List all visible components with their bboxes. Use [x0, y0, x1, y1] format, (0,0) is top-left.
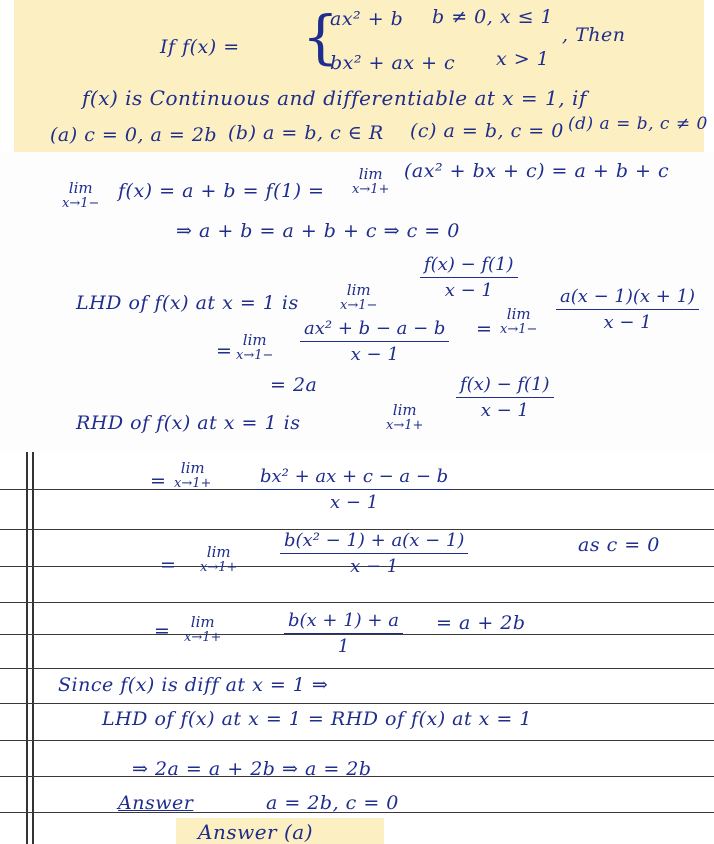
lhd-definition-fraction: $\frac{f(x) - f(1)}{x - 1}$ [420, 254, 518, 301]
option-b: (b) a = b, c ∈ R [228, 122, 384, 144]
final-answer: Answer (a) [198, 820, 313, 844]
option-a: (a) c = 0, a = 2b [50, 124, 218, 146]
piecewise-brace: { [302, 3, 339, 71]
case2-condition: x > 1 [496, 48, 550, 70]
lhd-equals: = [216, 340, 233, 362]
answer-label: Answer [118, 792, 194, 814]
ruled-line [0, 740, 714, 741]
rhd-step3-result: = a + 2b [436, 612, 526, 634]
option-c: (c) a = b, c = 0 [410, 120, 564, 142]
rhd-limit: lim x→1+ [386, 401, 424, 433]
implication-line: ⇒ 2a = a + 2b ⇒ a = 2b [132, 758, 372, 780]
lhd-step-limit: lim x→1− [236, 331, 274, 363]
rhd-step2-fraction: $\frac{\text{b(x² − 1) + a(x − 1)}}{x - 1}$ [280, 530, 468, 577]
lhd-step2-limit: lim x→1− [500, 305, 538, 337]
lhd-limit: lim x→1− [340, 281, 378, 313]
question-if-fx: If f(x) = [160, 36, 240, 58]
rhd-step3-equals: = [154, 620, 171, 642]
since-line: Since f(x) is diff at x = 1 ⇒ [58, 674, 329, 696]
left-limit: lim x→1− [62, 179, 100, 211]
continuity-limit-right: (ax² + bx + c) = a + b + c [404, 160, 670, 182]
lhd-equals-2: = [476, 318, 493, 340]
answer-values: a = 2b, c = 0 [266, 792, 399, 814]
rhd-step3-fraction: $\frac{b(x + 1) + a}{1}$ [284, 610, 403, 657]
lhd-result: = 2a [270, 374, 318, 396]
case1-expression: ax² + b [330, 8, 404, 30]
right-limit: lim x→1+ [352, 165, 390, 197]
ruled-line [0, 602, 714, 603]
continuity-conclusion: ⇒ a + b = a + b + c ⇒ c = 0 [176, 220, 460, 242]
question-then: , Then [562, 24, 626, 46]
rhd-step2-limit: lim x→1+ [200, 543, 238, 575]
ruled-line [0, 703, 714, 704]
lhd-step2-fraction: $\frac{a(x - 1)(x + 1)}{x - 1}$ [556, 286, 699, 333]
rhd-definition-fraction: $\frac{f(x) - f(1)}{x - 1}$ [456, 374, 554, 421]
rhd-intro: RHD of f(x) at x = 1 is [76, 412, 301, 434]
rhd-step1-limit: lim x→1+ [174, 459, 212, 491]
case1-condition: b ≠ 0, x ≤ 1 [432, 6, 554, 28]
question-statement: f(x) is Continuous and differentiable at x = 1, if [82, 86, 587, 110]
continuity-limit-left: f(x) = a + b = f(1) = [118, 180, 325, 202]
rhd-step1-equals: = [150, 470, 167, 492]
option-d: (d) a = b, c ≠ 0 [568, 114, 708, 134]
rhd-step3-limit: lim x→1+ [184, 613, 222, 645]
rhd-step1-fraction: $\frac{\text{bx² + ax + c − a − b}}{x - 1}$ [256, 466, 452, 513]
lhd-equals-rhd-line: LHD of f(x) at x = 1 = RHD of f(x) at x = 1 [102, 708, 532, 730]
margin-line-2 [32, 452, 34, 844]
margin-line-1 [26, 452, 28, 844]
lhd-intro: LHD of f(x) at x = 1 is [76, 292, 299, 314]
rhd-step2-note: as c = 0 [578, 534, 660, 556]
rhd-step2-equals: = [160, 554, 177, 576]
lhd-step-fraction: $\frac{\text{ax² + b − a − b}}{x - 1}$ [300, 318, 449, 365]
case2-expression: bx² + ax + c [330, 52, 456, 74]
ruled-line [0, 668, 714, 669]
